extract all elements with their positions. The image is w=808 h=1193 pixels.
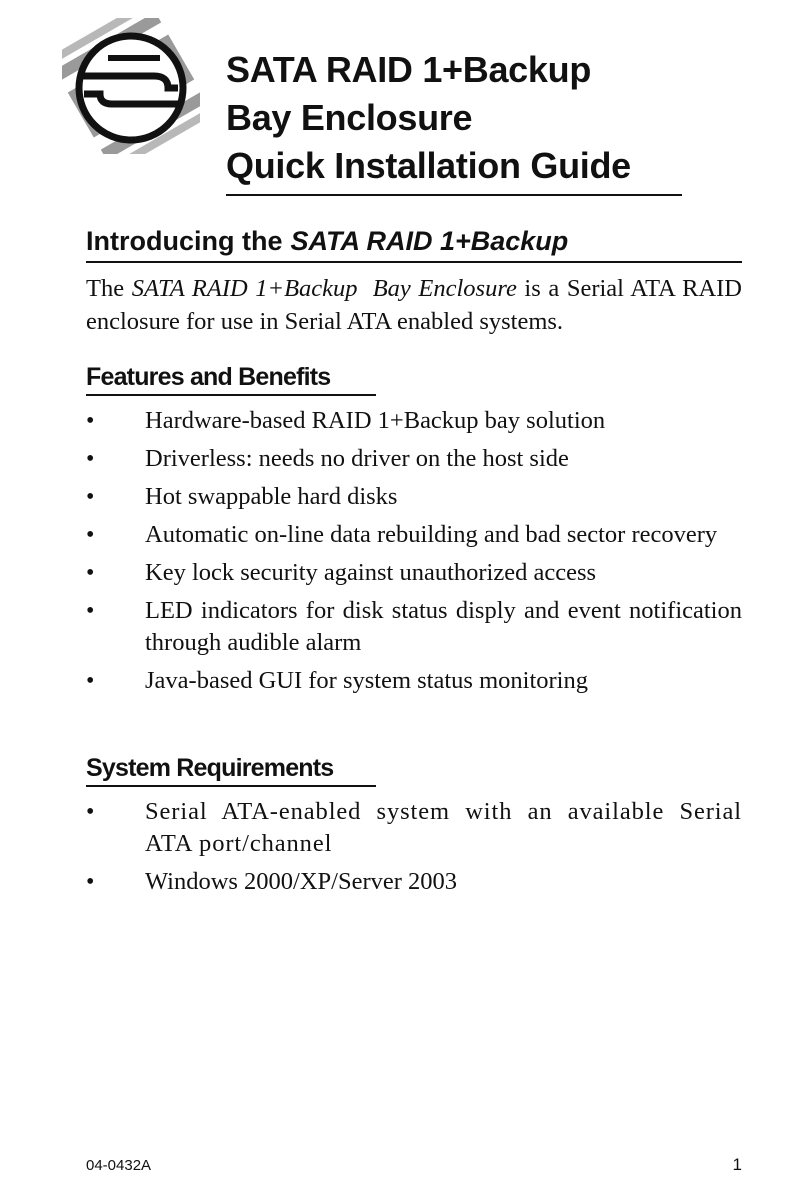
list-item: • LED indicators for disk status disply and event notification through audible alarm <box>86 597 742 656</box>
page-number: 1 <box>732 1155 742 1174</box>
list-item: • Driverless: needs no driver on the host side <box>86 443 742 475</box>
title-line-3: Quick Installation Guide <box>226 145 631 186</box>
features-heading: Features and Benefits <box>86 360 376 396</box>
title-line-2: Bay Enclosure <box>226 97 473 138</box>
list-item: • Java-based GUI for system status monitoring <box>86 665 742 697</box>
bullet-icon: • <box>86 408 95 434</box>
bullet-icon: • <box>86 560 95 586</box>
bullet-icon: • <box>86 869 95 895</box>
intro-para-prefix: The <box>86 275 125 302</box>
intro-paragraph <box>86 272 742 338</box>
system-requirements-heading: System Requirements <box>86 751 376 787</box>
features-list <box>86 405 742 703</box>
bullet-icon: • <box>86 522 95 548</box>
bullet-icon: • <box>86 446 95 472</box>
list-item: • Hot swappable hard disks <box>86 481 742 513</box>
intro-para-product: SATA RAID 1+Backup Bay Enclosure <box>131 275 517 302</box>
list-item: • Key lock security against unauthorized access <box>86 557 742 589</box>
system-requirements-list <box>86 796 742 904</box>
intro-heading-product: SATA RAID 1+Backup <box>290 226 569 256</box>
bullet-icon: • <box>86 598 95 624</box>
document-title <box>226 46 682 196</box>
bullet-icon: • <box>86 668 95 694</box>
list-item: • Serial ATA-enabled system with an available Serial ATA port/channel <box>86 798 742 857</box>
list-item: • Hardware-based RAID 1+Backup bay solution <box>86 405 742 437</box>
brand-logo-icon <box>62 18 200 154</box>
document-code: 04-0432A <box>86 1157 152 1174</box>
bullet-icon: • <box>86 484 95 510</box>
intro-heading-prefix: Introducing the <box>86 226 283 256</box>
list-item: • Windows 2000/XP/Server 2003 <box>86 866 742 898</box>
bullet-icon: • <box>86 799 96 825</box>
list-item: • Automatic on-line data rebuilding and bad sector recovery <box>86 519 742 551</box>
intro-para-suffix: is a Serial ATA RAID enclosure for use in Serial ATA enabled systems. <box>86 275 742 335</box>
intro-heading <box>86 222 742 263</box>
title-line-1: SATA RAID 1+Backup <box>226 49 592 90</box>
